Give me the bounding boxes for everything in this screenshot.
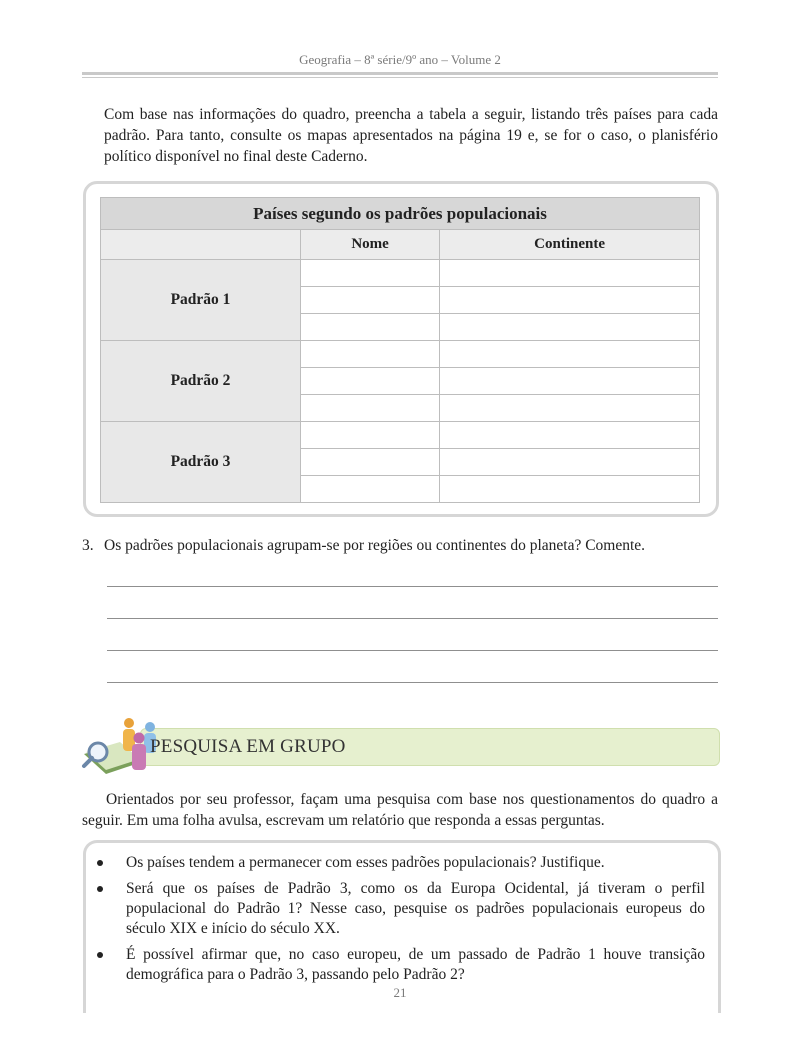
column-header-nome: Nome xyxy=(301,230,440,260)
table-title: Países segundo os padrões populacionais xyxy=(101,198,700,230)
continent-cell[interactable] xyxy=(440,260,700,287)
list-item-text: Os países tendem a permanecer com esses padrões populacionais? Justifique. xyxy=(126,854,605,871)
name-cell[interactable] xyxy=(301,395,440,422)
list-item xyxy=(95,879,705,939)
continent-cell[interactable] xyxy=(440,287,700,314)
continent-cell[interactable] xyxy=(440,449,700,476)
header-rule xyxy=(82,72,718,75)
table-row xyxy=(101,260,700,287)
bullet-icon xyxy=(97,886,103,892)
answer-line[interactable] xyxy=(107,618,718,619)
name-cell[interactable] xyxy=(301,476,440,503)
row-label-padrao-2: Padrão 2 xyxy=(101,341,301,422)
name-cell[interactable] xyxy=(301,341,440,368)
question-number: 3. xyxy=(82,537,94,554)
column-header-continente: Continente xyxy=(440,230,700,260)
list-item xyxy=(95,945,705,985)
bullet-icon xyxy=(97,952,103,958)
group-research-paragraph: Orientados por seu professor, façam uma pesquisa com base nos questionamentos do quadro a seguir. Em uma folha avulsa, escrevam um relatório que responda a essas perguntas. xyxy=(82,791,718,829)
column-header-blank xyxy=(101,230,301,260)
answer-line[interactable] xyxy=(107,650,718,651)
name-cell[interactable] xyxy=(301,422,440,449)
header-rule-thin xyxy=(82,77,718,78)
name-cell[interactable] xyxy=(301,368,440,395)
row-label-padrao-3: Padrão 3 xyxy=(101,422,301,503)
row-label-padrao-1: Padrão 1 xyxy=(101,260,301,341)
answer-line[interactable] xyxy=(107,586,718,587)
list-item-text: Será que os países de Padrão 3, como os da Europa Ocidental, já tiveram o perfil populacional do Padrão 1? Nesse caso, pesquise os padrões populacionais europeus do século XIX e início do século XX. xyxy=(126,880,705,937)
continent-cell[interactable] xyxy=(440,368,700,395)
table-row xyxy=(101,422,700,449)
question-3 xyxy=(82,537,722,555)
table-row xyxy=(101,341,700,368)
section-title: PESQUISA EM GRUPO xyxy=(150,736,346,757)
continent-cell[interactable] xyxy=(440,314,700,341)
table-frame xyxy=(83,181,719,517)
name-cell[interactable] xyxy=(301,287,440,314)
continent-cell[interactable] xyxy=(440,476,700,503)
name-cell[interactable] xyxy=(301,260,440,287)
list-item xyxy=(95,853,705,873)
list-item-text: É possível afirmar que, no caso europeu, de um passado de Padrão 1 houve transição demográfica para o Padrão 3, passando pelo Padrão 2? xyxy=(126,946,705,983)
name-cell[interactable] xyxy=(301,449,440,476)
question-text: Os padrões populacionais agrupam-se por regiões ou continentes do planeta? Comente. xyxy=(104,537,646,554)
running-header: Geografia – 8ª série/9º ano – Volume 2 xyxy=(299,52,501,67)
name-cell[interactable] xyxy=(301,314,440,341)
research-questions-list xyxy=(95,853,705,991)
page-number: 21 xyxy=(393,985,407,1000)
continent-cell[interactable] xyxy=(440,422,700,449)
bullet-icon xyxy=(97,860,103,866)
continent-cell[interactable] xyxy=(440,341,700,368)
intro-paragraph: Com base nas informações do quadro, preencha a tabela a seguir, listando três países para cada padrão. Para tanto, consulte os mapas apresentados na página 19 e, se for o caso, o planisfério político disponível no final deste Caderno. xyxy=(104,106,718,165)
countries-table xyxy=(100,197,700,503)
answer-line[interactable] xyxy=(107,682,718,683)
continent-cell[interactable] xyxy=(440,395,700,422)
